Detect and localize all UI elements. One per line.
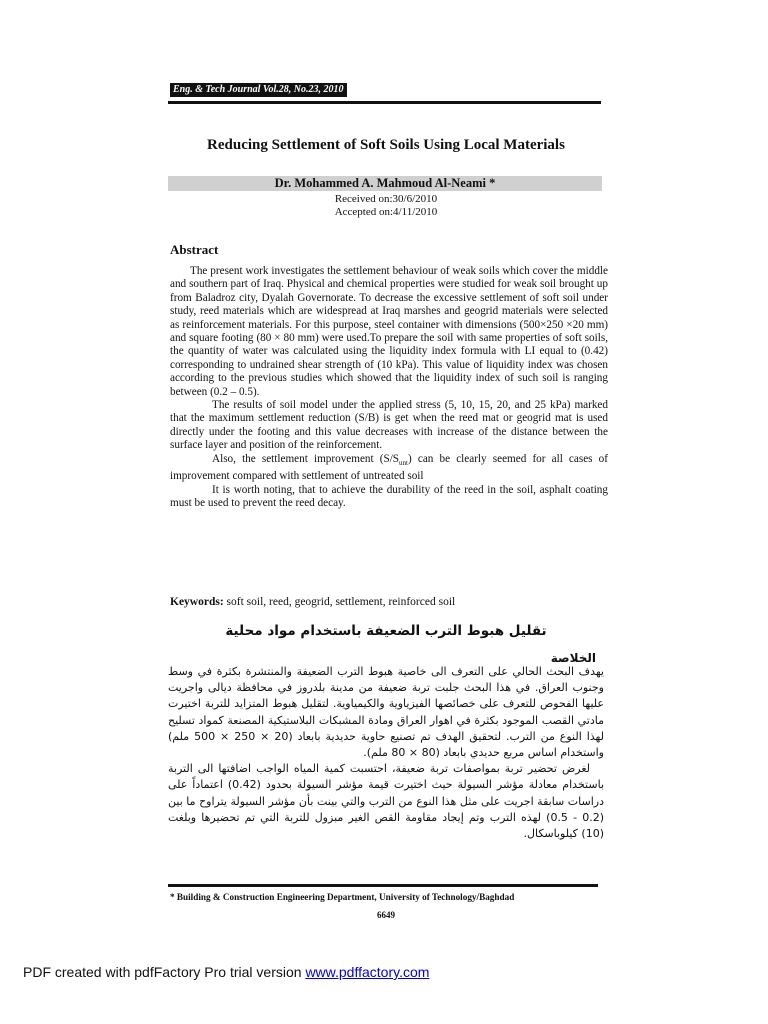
arabic-paragraph-1: يهدف البحث الحالي على التعرف الى خاصية هبوط الترب الضعيفة والمنتشرة بكثرة في وسط وجنوب العراق. في هذا البحث جلبت تربة ضعيفة من مدينة بلدروز في محافظة ديالى واجريت عليها الفحوص للتعرف على خصائصها الفيزياوية والكيمياوية. لتقليل هبوط المتزايد للتربة اختيرت مادتي القصب الموجود بكثرة في اهوار العراق ومادة المشبكات البلاستيكية المصنعة كمواد تسليح لهذا النوع من الترب. لتحقيق الهدف تم تصنيع حاوية حديدية بابعاد (20 × 250 × 500 ملم) واستخدام اساس مربع حديدي بابعاد (80 × 80 ملم). [168, 665, 604, 760]
abstract-paragraph-3-start: Also, the settlement improvement (S/S [212, 452, 400, 465]
abstract-paragraph-3-end: ) can be clearly seemed for all cases of improvement compared with settlement of untreated soil [170, 452, 608, 483]
affiliation-footnote: * Building & Construction Engineering Department, University of Technology/Baghdad [170, 892, 515, 902]
author-name: Dr. Mohammed A. Mahmoud Al-Neami * [168, 176, 602, 191]
abstract-paragraph-3-subscript: unt [399, 458, 408, 467]
keywords-label: Keywords: [170, 596, 224, 608]
abstract-paragraph-2: The results of soil model under the applied stress (5, 10, 15, 20, and 25 kPa) marked that the maximum settlement reduction (S/B) is get when the reed mat or geogrid mat is used directly under the footing and this value decreases with increase of the distance between the surface layer and position of the reinforcement. [170, 399, 608, 452]
keywords-text: soft soil, reed, geogrid, settlement, reinforced soil [223, 596, 456, 608]
abstract-paragraph-1: The present work investigates the settlement behaviour of weak soils which cover the middle and southern part of Iraq. Physical and chemical properties were studied for weak soil brought up from Baladroz city, Dyalah Governorate. To decrease the excessive settlement of soft soil under study, reed materials which are widespread at Iraq marshes and geogrid materials were selected as reinforcement materials. For this purpose, steel container with dimensions (500×250 ×20 mm) and square footing (80 × 80 mm) were used.To prepare the soil with same properties of soft soils, the quantity of water was calculated using the liquidity index formula with LI equal to (0.42) corresponding to undrained shear strength of (10 kPa). This value of liquidity index was chosen according to the previous studies which showed that the liquidity index of such soil is ranging between (0.2 – 0.5). [170, 265, 608, 398]
abstract-paragraph-4: It is worth noting, that to achieve the durability of the reed in the soil, asphalt coating must be used to prevent the reed decay. [170, 483, 608, 510]
footnote-rule [168, 884, 598, 887]
arabic-title: تقليل هبوط الترب الضعيفة باستخدام مواد محلية [225, 623, 547, 639]
keywords [170, 595, 608, 609]
pdf-footer-text: PDF created with pdfFactory Pro trial version [23, 964, 306, 980]
arabic-abstract-body [168, 664, 604, 842]
received-date: Received on:30/6/2010 [334, 193, 438, 205]
arabic-paragraph-2: لغرض تحضير تربة بمواصفات تربة ضعيفة، احتسبت كمية المياه الواجب اضافتها الى التربة باستخدام معادلة مؤشر السيولة حيث اختيرت قيمة مؤشر السيولة بحدود (0.42) اعتماداً على دراسات سابقة اجريت على مثل هذا النوع من الترب والتي بينت بأن مؤشر السيولة يتراوح ما بين (0.2 - 0.5) لهذه الترب وتم إيجاد مقاومة القص الغير مبزول للتربة التي تم تحضيرها وبلغت (10) كيلوباسكال. [168, 762, 605, 841]
abstract-paragraph-3 [170, 453, 608, 484]
page-number: 6649 [377, 910, 395, 920]
pdffactory-link[interactable]: www.pdffactory.com [305, 964, 430, 980]
arabic-abstract-heading: الخلاصة [550, 651, 596, 665]
abstract-heading: Abstract [170, 242, 219, 257]
paper-title: Reducing Settlement of Soft Soils Using Local Materials [207, 137, 565, 153]
accepted-date: Accepted on:4/11/2010 [334, 206, 438, 218]
header-rule [168, 101, 601, 104]
journal-header: Eng. & Tech Journal Vol.28, No.23, 2010 [170, 83, 347, 97]
abstract-body [170, 265, 608, 511]
pdf-creator-footer [23, 964, 429, 980]
